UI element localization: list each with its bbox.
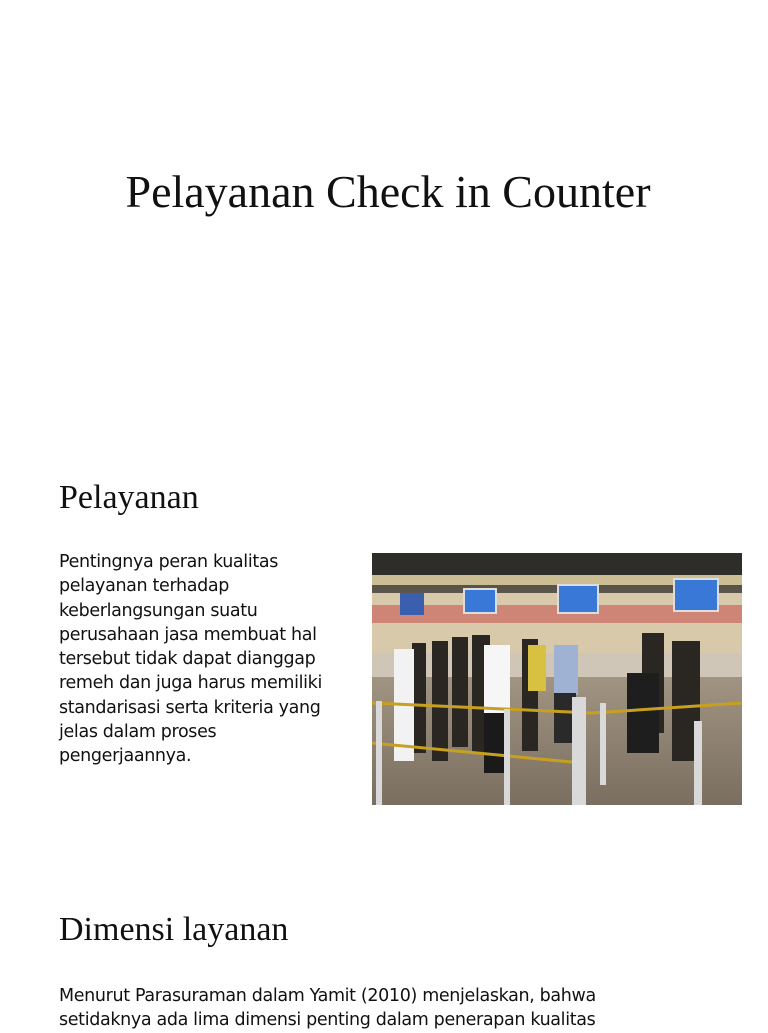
section-heading-pelayanan: Pelayanan bbox=[59, 479, 199, 516]
page-title: Pelayanan Check in Counter bbox=[125, 166, 651, 217]
paragraph-line: Pentingnya peran kualitas bbox=[59, 552, 278, 572]
paragraph-line: pelayanan terhadap bbox=[59, 576, 229, 597]
paragraph-line: remeh dan juga harus memiliki bbox=[59, 673, 322, 694]
paragraph-line: perusahaan jasa membuat hal bbox=[59, 624, 317, 645]
paragraph-line: tersebut tidak dapat dianggap bbox=[59, 649, 316, 670]
paragraph-line: standarisasi serta kriteria yang bbox=[59, 697, 321, 718]
paragraph-line: Menurut Parasuraman dalam Yamit (2010) menjelaskan, bahwa bbox=[59, 986, 596, 1006]
paragraph-line: pengerjaannya. bbox=[59, 746, 192, 767]
paragraph-line: jelas dalam proses bbox=[59, 722, 217, 743]
check-in-counter-photo bbox=[372, 553, 742, 805]
paragraph-line: keberlangsungan suatu bbox=[59, 600, 258, 621]
section-heading-dimensi-layanan: Dimensi layanan bbox=[59, 911, 289, 948]
section-paragraph-dimensi-layanan bbox=[59, 984, 739, 1033]
paragraph-line: setidaknya ada lima dimensi penting dalam penerapan kualitas bbox=[59, 1010, 596, 1031]
section-paragraph-pelayanan bbox=[59, 550, 359, 769]
